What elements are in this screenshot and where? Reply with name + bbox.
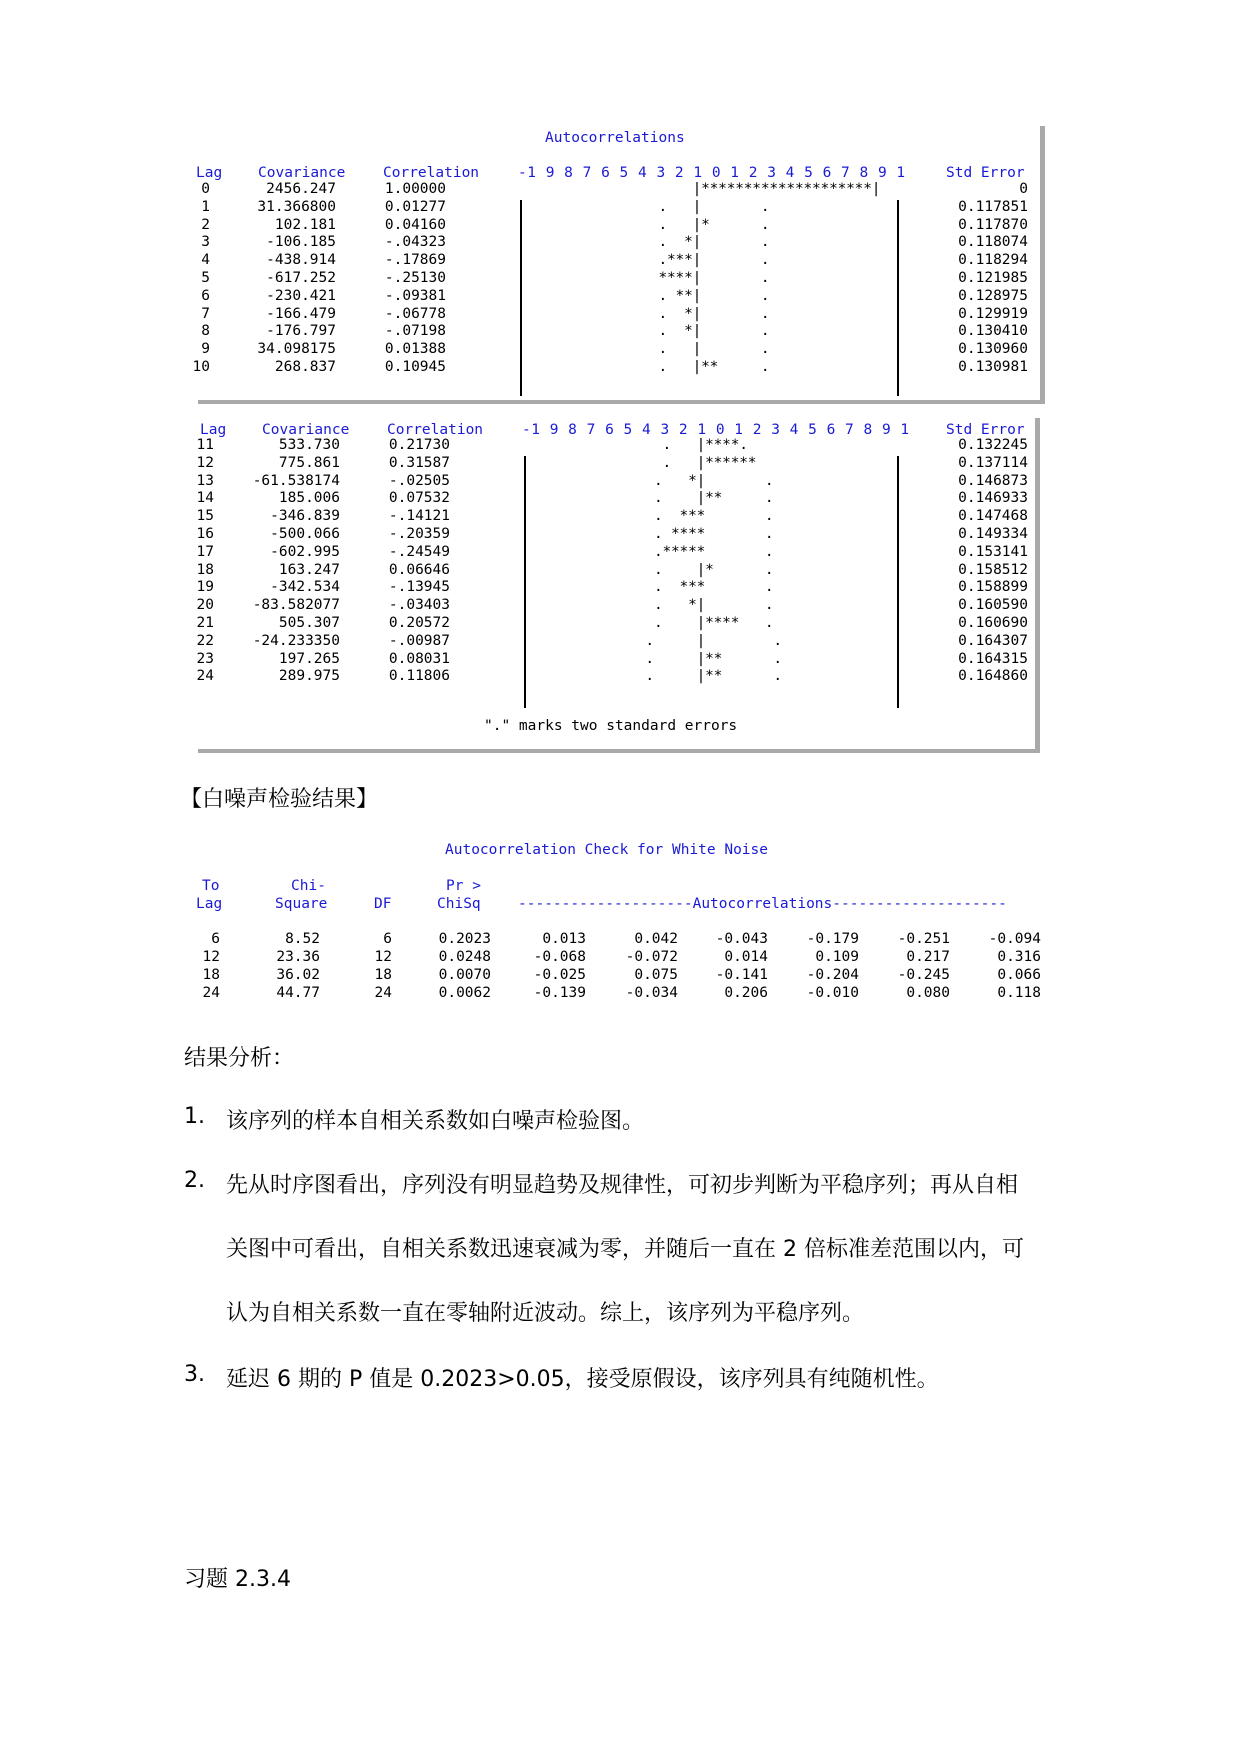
acf-correlation: 0.31587	[388, 454, 450, 471]
acf-bar-plot: . |** .	[522, 359, 872, 375]
acf-correlation: 0.04160	[384, 216, 446, 233]
acf-std-error: 0.130960	[958, 341, 1028, 358]
acf-correlation: -.25130	[384, 270, 446, 286]
acf-std-error: 0.146933	[958, 490, 1028, 507]
acf-covariance: 505.307	[278, 615, 340, 631]
wn-autocorrelation: 0.109	[815, 949, 859, 965]
wn-header-autocorrelations: --------------------Autocorrelations--------------------	[518, 896, 1007, 912]
wn-autocorrelation: 0.014	[724, 949, 768, 965]
acf-bar-plot: . |** .	[526, 650, 868, 667]
acf-lag: 10	[192, 359, 210, 375]
acf-lag: 22	[196, 632, 214, 649]
wn-header-lag: Lag	[196, 896, 223, 912]
wn-autocorrelation: 0.075	[634, 967, 678, 983]
acf-covariance: 31.366800	[257, 198, 336, 215]
acf-lag: 15	[196, 508, 214, 525]
wn-lag: 12	[202, 949, 220, 965]
analysis-item-number: 1.	[184, 1104, 205, 1129]
acf-lag: 1	[201, 198, 210, 215]
acf-correlation: -.03403	[388, 597, 450, 614]
wn-autocorrelation: 0.013	[542, 931, 586, 947]
wn-lag: 6	[211, 931, 220, 947]
acf-bar-plot: . |* .	[526, 561, 868, 578]
wn-df: 12	[374, 949, 392, 965]
acf-covariance: -500.066	[270, 526, 340, 542]
acf-std-error: 0.160590	[958, 597, 1028, 614]
analysis-item-number: 3.	[184, 1362, 205, 1387]
acf-panel-1	[190, 124, 1040, 400]
acf-lag: 13	[196, 472, 214, 489]
acf-correlation: 0.01388	[384, 341, 446, 358]
acf-std-error: 0.130981	[958, 359, 1028, 375]
acf-std-error: 0.164307	[958, 632, 1028, 649]
acf-header-correlation: Correlation	[387, 422, 484, 438]
wn-autocorrelation: -0.141	[715, 967, 768, 983]
acf-header-lag: Lag	[196, 165, 223, 181]
analysis-heading: 结果分析：	[184, 1046, 295, 1071]
acf-lag: 17	[196, 543, 214, 560]
wn-autocorrelation: -0.072	[625, 949, 678, 965]
acf-lag: 9	[201, 341, 210, 358]
acf-covariance: 775.861	[278, 454, 340, 471]
acf-bar-plot: ****| .	[522, 270, 872, 286]
acf-header-covariance: Covariance	[258, 165, 346, 181]
section-title: 【白噪声检验结果】	[180, 787, 379, 812]
wn-autocorrelation: -0.043	[715, 931, 768, 947]
acf-std-error: 0.129919	[958, 305, 1028, 322]
acf-std-error: 0.158512	[958, 561, 1028, 578]
acf-correlation: 0.06646	[388, 561, 450, 578]
wn-chi-square: 23.36	[276, 949, 320, 965]
acf-lag: 7	[201, 305, 210, 322]
acf-std-error: 0.153141	[958, 543, 1028, 560]
acf-title: Autocorrelations	[545, 130, 685, 146]
wn-autocorrelation: -0.094	[988, 931, 1041, 947]
wn-autocorrelation: 0.206	[724, 985, 768, 1001]
wn-autocorrelation: -0.068	[533, 949, 586, 965]
acf-lag: 2	[201, 216, 210, 233]
acf-bar-plot: . *| .	[522, 234, 872, 251]
acf-std-error: 0.149334	[958, 526, 1028, 542]
wn-autocorrelation: -0.179	[806, 931, 859, 947]
acf-covariance: 197.265	[278, 650, 340, 667]
acf-covariance: -342.534	[270, 579, 340, 596]
acf-right-bar	[897, 200, 899, 396]
exercise-label: 习题 2.3.4	[184, 1567, 291, 1592]
acf-bar-plot: . *| .	[522, 323, 872, 340]
wn-autocorrelation: -0.010	[806, 985, 859, 1001]
acf-correlation: -.06778	[384, 305, 446, 322]
acf-bar-plot: . **** .	[526, 526, 868, 542]
acf-panel-2	[190, 416, 1035, 749]
wn-pr-chisq: 0.2023	[438, 931, 491, 947]
analysis-item-number: 2.	[184, 1168, 205, 1193]
acf-right-bar	[897, 456, 899, 708]
acf-covariance: -602.995	[270, 543, 340, 560]
acf-std-error: 0.121985	[958, 270, 1028, 286]
acf-footnote: "." marks two standard errors	[484, 718, 738, 734]
acf-covariance: -230.421	[266, 287, 336, 304]
wn-autocorrelation: -0.139	[533, 985, 586, 1001]
analysis-item-text: 先从时序图看出，序列没有明显趋势及规律性，可初步判断为平稳序列；再从自相	[226, 1173, 1019, 1198]
analysis-item-text: 认为自相关系数一直在零轴附近波动。综上，该序列为平稳序列。	[226, 1301, 865, 1326]
wn-header-df: DF	[374, 896, 392, 912]
acf-bar-plot: . | .	[526, 632, 868, 649]
acf-lag: 3	[201, 234, 210, 251]
acf-bar-plot: . | .	[522, 341, 872, 358]
acf-correlation: -.14121	[388, 508, 450, 525]
acf-header-scale: -1 9 8 7 6 5 4 3 2 1 0 1 2 3 4 5 6 7 8 9 1	[522, 422, 910, 438]
acf-header-correlation: Correlation	[383, 165, 480, 181]
acf-covariance: 102.181	[274, 216, 336, 233]
acf-correlation: -.04323	[384, 234, 446, 251]
acf-lag: 6	[201, 287, 210, 304]
wn-pr-chisq: 0.0062	[438, 985, 491, 1001]
acf-correlation: 0.10945	[384, 359, 446, 375]
wn-autocorrelation: -0.025	[533, 967, 586, 983]
wn-header-pr2: ChiSq	[437, 896, 481, 912]
acf-lag: 20	[196, 597, 214, 614]
acf-bar-plot: . *| .	[526, 597, 868, 614]
acf-header-lag: Lag	[200, 422, 227, 438]
acf-covariance: -24.233350	[252, 632, 340, 649]
acf-covariance: 2456.247	[266, 181, 336, 197]
acf-std-error: 0.164860	[958, 668, 1028, 685]
acf-correlation: -.02505	[388, 472, 450, 489]
acf-lag: 12	[196, 454, 214, 471]
wn-autocorrelation: 0.042	[634, 931, 678, 947]
acf-std-error: 0.117870	[958, 216, 1028, 233]
acf-header-std-error: Std Error	[946, 422, 1025, 438]
acf-correlation: 0.11806	[388, 668, 450, 685]
acf-header-covariance: Covariance	[262, 422, 350, 438]
acf-covariance: -166.479	[266, 305, 336, 322]
acf-bar-plot: . |* .	[522, 216, 872, 233]
acf-std-error: 0.164315	[958, 650, 1028, 667]
acf-correlation: -.17869	[384, 252, 446, 269]
acf-correlation: -.24549	[388, 543, 450, 560]
wn-lag: 18	[202, 967, 220, 983]
acf-covariance: 289.975	[278, 668, 340, 685]
acf-bar-plot: . | .	[522, 198, 872, 215]
acf-bar-plot: . |****.	[526, 437, 868, 453]
acf-std-error: 0.137114	[958, 454, 1028, 471]
wn-autocorrelation: 0.217	[906, 949, 950, 965]
acf-lag: 18	[196, 561, 214, 578]
wn-autocorrelation: -0.245	[897, 967, 950, 983]
acf-covariance: -438.914	[266, 252, 336, 269]
acf-correlation: 0.08031	[388, 650, 450, 667]
wn-autocorrelation: 0.066	[997, 967, 1041, 983]
acf-bar-plot: . |** .	[526, 490, 868, 507]
acf-bar-plot: . |** .	[526, 668, 868, 685]
acf-lag: 23	[196, 650, 214, 667]
acf-bar-plot: . **| .	[522, 287, 872, 304]
acf-covariance: -61.538174	[252, 472, 340, 489]
acf-std-error: 0.118294	[958, 252, 1028, 269]
acf-covariance: 268.837	[274, 359, 336, 375]
acf-correlation: -.13945	[388, 579, 450, 596]
acf-std-error: 0.147468	[958, 508, 1028, 525]
wn-autocorrelation: -0.034	[625, 985, 678, 1001]
wn-header-chi1: Chi-	[291, 878, 326, 894]
acf-std-error: 0.130410	[958, 323, 1028, 340]
wn-autocorrelation: -0.251	[897, 931, 950, 947]
acf-header-scale: -1 9 8 7 6 5 4 3 2 1 0 1 2 3 4 5 6 7 8 9 1	[518, 165, 906, 181]
wn-autocorrelation: -0.204	[806, 967, 859, 983]
acf-covariance: -106.185	[266, 234, 336, 251]
acf-std-error: 0.146873	[958, 472, 1028, 489]
wn-pr-chisq: 0.0070	[438, 967, 491, 983]
acf-bar-plot: . |**** .	[526, 615, 868, 631]
acf-std-error: 0.117851	[958, 198, 1028, 215]
acf-correlation: 0.20572	[388, 615, 450, 631]
analysis-item-text: 该序列的样本自相关系数如白噪声检验图。	[226, 1109, 645, 1134]
acf-covariance: -83.582077	[252, 597, 340, 614]
wn-df: 18	[374, 967, 392, 983]
acf-lag: 14	[196, 490, 214, 507]
acf-covariance: -617.252	[266, 270, 336, 286]
acf-bar-plot: .***| .	[522, 252, 872, 269]
acf-covariance: 185.006	[278, 490, 340, 507]
acf-bar-plot: .***** .	[526, 543, 868, 560]
analysis-item-text: 延迟 6 期的 P 值是 0.2023>0.05，接受原假设，该序列具有纯随机性。	[226, 1367, 939, 1392]
analysis-item-text: 关图中可看出，自相关系数迅速衰减为零，并随后一直在 2 倍标准差范围以内，可	[226, 1237, 1024, 1262]
wn-df: 6	[383, 931, 392, 947]
acf-lag: 8	[201, 323, 210, 340]
acf-bar-plot: . *| .	[526, 472, 868, 489]
acf-header-std-error: Std Error	[946, 165, 1025, 181]
wn-chi-square: 44.77	[276, 985, 320, 1001]
acf-correlation: -.07198	[384, 323, 446, 340]
acf-std-error: 0.128975	[958, 287, 1028, 304]
acf-bar-plot: |********************|	[522, 181, 881, 197]
wn-header-pr1: Pr >	[446, 878, 481, 894]
acf-std-error: 0	[1019, 181, 1028, 197]
acf-correlation: 1.00000	[384, 181, 446, 197]
acf-correlation: -.09381	[384, 287, 446, 304]
acf-lag: 16	[196, 526, 214, 542]
acf-bar-plot: . |******	[526, 454, 868, 471]
acf-covariance: -346.839	[270, 508, 340, 525]
acf-correlation: 0.01277	[384, 198, 446, 215]
acf-lag: 24	[196, 668, 214, 685]
acf-std-error: 0.118074	[958, 234, 1028, 251]
acf-lag: 5	[201, 270, 210, 286]
acf-covariance: -176.797	[266, 323, 336, 340]
acf-bar-plot: . *** .	[526, 508, 868, 525]
acf-correlation: 0.07532	[388, 490, 450, 507]
acf-std-error: 0.160690	[958, 615, 1028, 631]
acf-bar-plot: . *| .	[522, 305, 872, 322]
acf-correlation: 0.21730	[388, 437, 450, 453]
acf-bar-plot: . *** .	[526, 579, 868, 596]
wn-df: 24	[374, 985, 392, 1001]
wn-chi-square: 36.02	[276, 967, 320, 983]
acf-covariance: 34.098175	[257, 341, 336, 358]
acf-std-error: 0.132245	[958, 437, 1028, 453]
wn-autocorrelation: 0.080	[906, 985, 950, 1001]
wn-autocorrelation: 0.118	[997, 985, 1041, 1001]
wn-pr-chisq: 0.0248	[438, 949, 491, 965]
acf-lag: 21	[196, 615, 214, 631]
wn-lag: 24	[202, 985, 220, 1001]
wn-title: Autocorrelation Check for White Noise	[445, 842, 769, 858]
wn-header-to: To	[202, 878, 220, 894]
wn-autocorrelation: 0.316	[997, 949, 1041, 965]
acf-correlation: -.00987	[388, 632, 450, 649]
acf-lag: 0	[201, 181, 210, 197]
acf-covariance: 533.730	[278, 437, 340, 453]
wn-header-chi2: Square	[275, 896, 328, 912]
acf-covariance: 163.247	[278, 561, 340, 578]
acf-std-error: 0.158899	[958, 579, 1028, 596]
acf-lag: 4	[201, 252, 210, 269]
acf-correlation: -.20359	[388, 526, 450, 542]
acf-lag: 19	[196, 579, 214, 596]
acf-lag: 11	[196, 437, 214, 453]
white-noise-panel	[190, 842, 1040, 1012]
wn-chi-square: 8.52	[285, 931, 320, 947]
